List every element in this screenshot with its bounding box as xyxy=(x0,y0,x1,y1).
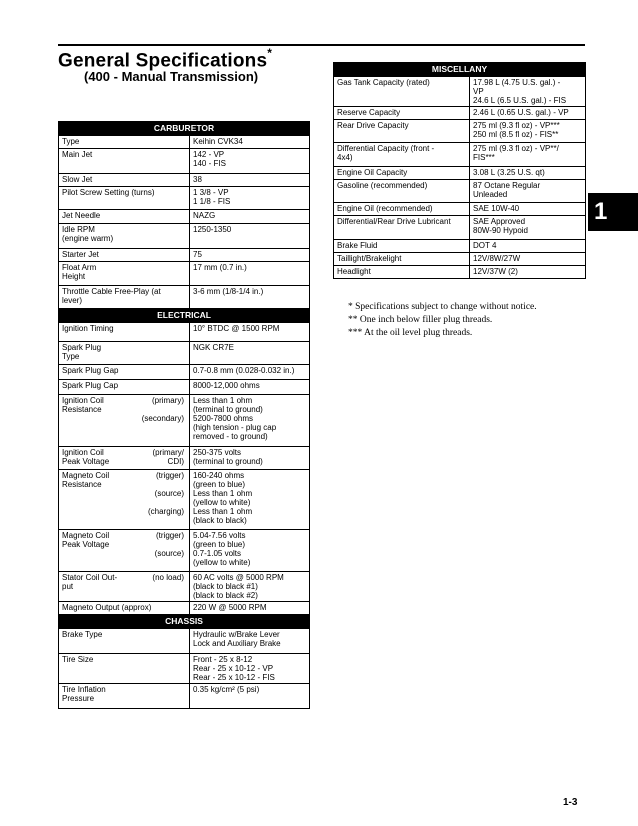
spec-value: Less than 1 ohm (terminal to ground) 5200-7800 ohms (high tension - plug cap removed - to ground) xyxy=(190,395,310,447)
spec-value: Keihin CVK34 xyxy=(190,136,310,149)
spec-label xyxy=(59,395,190,447)
top-rule xyxy=(58,44,585,46)
spec-value: 0.35 kg/cm² (5 psi) xyxy=(190,684,310,709)
spec-value: NGK CR7E xyxy=(190,342,310,365)
spec-value: 60 AC volts @ 5000 RPM (black to black #1) (black to black #2) xyxy=(190,572,310,602)
chapter-tab: 1 xyxy=(588,193,638,231)
spec-value: DOT 4 xyxy=(470,240,586,253)
spec-sublabel: (primary) (secondary) xyxy=(141,396,184,423)
spec-value: 17.98 L (4.75 U.S. gal.) - VP 24.6 L (6.5 U.S. gal.) - FIS xyxy=(470,77,586,107)
spec-label xyxy=(59,447,190,470)
spec-value: Hydraulic w/Brake Lever Lock and Auxiliary Brake xyxy=(190,629,310,654)
spec-sublabel: (no load) xyxy=(152,573,184,582)
spec-label: Brake Type xyxy=(59,629,190,654)
spec-value: 38 xyxy=(190,174,310,187)
spec-value: 160-240 ohms (green to blue) Less than 1 ohm (yellow to white) Less than 1 ohm (black to black) xyxy=(190,470,310,530)
spec-value: 1 3/8 - VP 1 1/8 - FIS xyxy=(190,187,310,210)
spec-label: Gasoline (recommended) xyxy=(334,180,470,203)
spec-label: Spark Plug Cap xyxy=(59,380,190,395)
spec-label: Rear Drive Capacity xyxy=(334,120,470,143)
spec-label: Starter Jet xyxy=(59,249,190,262)
spec-value: Front - 25 x 8-12 Rear - 25 x 10-12 - VP Rear - 25 x 10-12 - FIS xyxy=(190,654,310,684)
spec-value: NAZG xyxy=(190,210,310,224)
spec-value: 3-6 mm (1/8-1/4 in.) xyxy=(190,286,310,309)
spec-label: Jet Needle xyxy=(59,210,190,224)
spec-sublabel: (trigger) (source) (charging) xyxy=(147,471,184,516)
spec-label: Brake Fluid xyxy=(334,240,470,253)
spec-label: Spark Plug Gap xyxy=(59,365,190,380)
spec-label: Tire Inflation Pressure xyxy=(59,684,190,709)
spec-label: Pilot Screw Setting (turns) xyxy=(59,187,190,210)
spec-value: 12V/8W/27W xyxy=(470,253,586,266)
spec-label: Float Arm Height xyxy=(59,262,190,286)
chassis-header: CHASSIS xyxy=(59,615,310,629)
footnote: *** At the oil level plug threads. xyxy=(348,328,473,338)
spec-label-text: Magneto Coil Peak Voltage xyxy=(62,531,110,549)
spec-label: Engine Oil Capacity xyxy=(334,167,470,180)
spec-value: SAE Approved 80W-90 Hypoid xyxy=(470,216,586,240)
miscellany-table xyxy=(333,62,586,279)
footnote: * Specifications subject to change without notice. xyxy=(348,302,537,312)
spec-label: Headlight xyxy=(334,266,470,279)
spec-label: Type xyxy=(59,136,190,149)
spec-label: Idle RPM (engine warm) xyxy=(59,224,190,249)
spec-sublabel: (primary/ CDI) xyxy=(152,448,184,466)
footnotes xyxy=(348,301,537,340)
spec-label: Ignition Timing xyxy=(59,323,190,342)
spec-value: 12V/37W (2) xyxy=(470,266,586,279)
spec-label: Tire Size xyxy=(59,654,190,684)
spec-value: 8000-12,000 ohms xyxy=(190,380,310,395)
spec-value: 275 ml (9.3 fl oz) - VP**/ FIS*** xyxy=(470,143,586,167)
spec-value: 17 mm (0.7 in.) xyxy=(190,262,310,286)
spec-value: 87 Octane Regular Unleaded xyxy=(470,180,586,203)
spec-label: Differential/Rear Drive Lubricant xyxy=(334,216,470,240)
spec-value: 0.7-0.8 mm (0.028-0.032 in.) xyxy=(190,365,310,380)
spec-sublabel: (trigger) (source) xyxy=(154,531,184,558)
spec-value: 1250-1350 xyxy=(190,224,310,249)
spec-label: Slow Jet xyxy=(59,174,190,187)
spec-label: Taillight/Brakelight xyxy=(334,253,470,266)
spec-label xyxy=(59,530,190,572)
spec-label: Differential Capacity (front - 4x4) xyxy=(334,143,470,167)
spec-value: 2.46 L (0.65 U.S. gal.) - VP xyxy=(470,107,586,120)
electrical-header: ELECTRICAL xyxy=(59,309,310,323)
spec-value: 220 W @ 5000 RPM xyxy=(190,602,310,615)
spec-label: Reserve Capacity xyxy=(334,107,470,120)
spec-label: Spark Plug Type xyxy=(59,342,190,365)
spec-label xyxy=(59,572,190,602)
spec-label xyxy=(59,470,190,530)
spec-value: 250-375 volts (terminal to ground) xyxy=(190,447,310,470)
footnote: ** One inch below filler plug threads. xyxy=(348,315,493,325)
spec-label-text: Ignition Coil Resistance xyxy=(62,396,104,414)
spec-value: 75 xyxy=(190,249,310,262)
spec-label-text: Ignition Coil Peak Voltage xyxy=(62,448,110,466)
spec-label: Throttle Cable Free-Play (at lever) xyxy=(59,286,190,309)
spec-value: 275 ml (9.3 fl oz) - VP*** 250 ml (8.5 fl oz) - FIS** xyxy=(470,120,586,143)
spec-value: SAE 10W-40 xyxy=(470,203,586,216)
miscellany-header: MISCELLANY xyxy=(334,63,586,77)
left-spec-table xyxy=(58,121,310,709)
spec-label-text: Magneto Coil Resistance xyxy=(62,471,110,489)
spec-label: Magneto Output (approx) xyxy=(59,602,190,615)
spec-value: 3.08 L (3.25 U.S. qt) xyxy=(470,167,586,180)
page-number: 1-3 xyxy=(563,797,578,808)
spec-value: 10° BTDC @ 1500 RPM xyxy=(190,323,310,342)
spec-label: Engine Oil (recommended) xyxy=(334,203,470,216)
spec-label: Main Jet xyxy=(59,149,190,174)
carburetor-header: CARBURETOR xyxy=(59,122,310,136)
page-title: General Specifications* xyxy=(58,46,273,72)
page-subtitle: (400 - Manual Transmission) xyxy=(84,69,259,84)
spec-label: Gas Tank Capacity (rated) xyxy=(334,77,470,107)
spec-value: 142 - VP 140 - FIS xyxy=(190,149,310,174)
spec-label-text: Stator Coil Out- put xyxy=(62,573,118,591)
spec-value: 5.04-7.56 volts (green to blue) 0.7-1.05 volts (yellow to white) xyxy=(190,530,310,572)
